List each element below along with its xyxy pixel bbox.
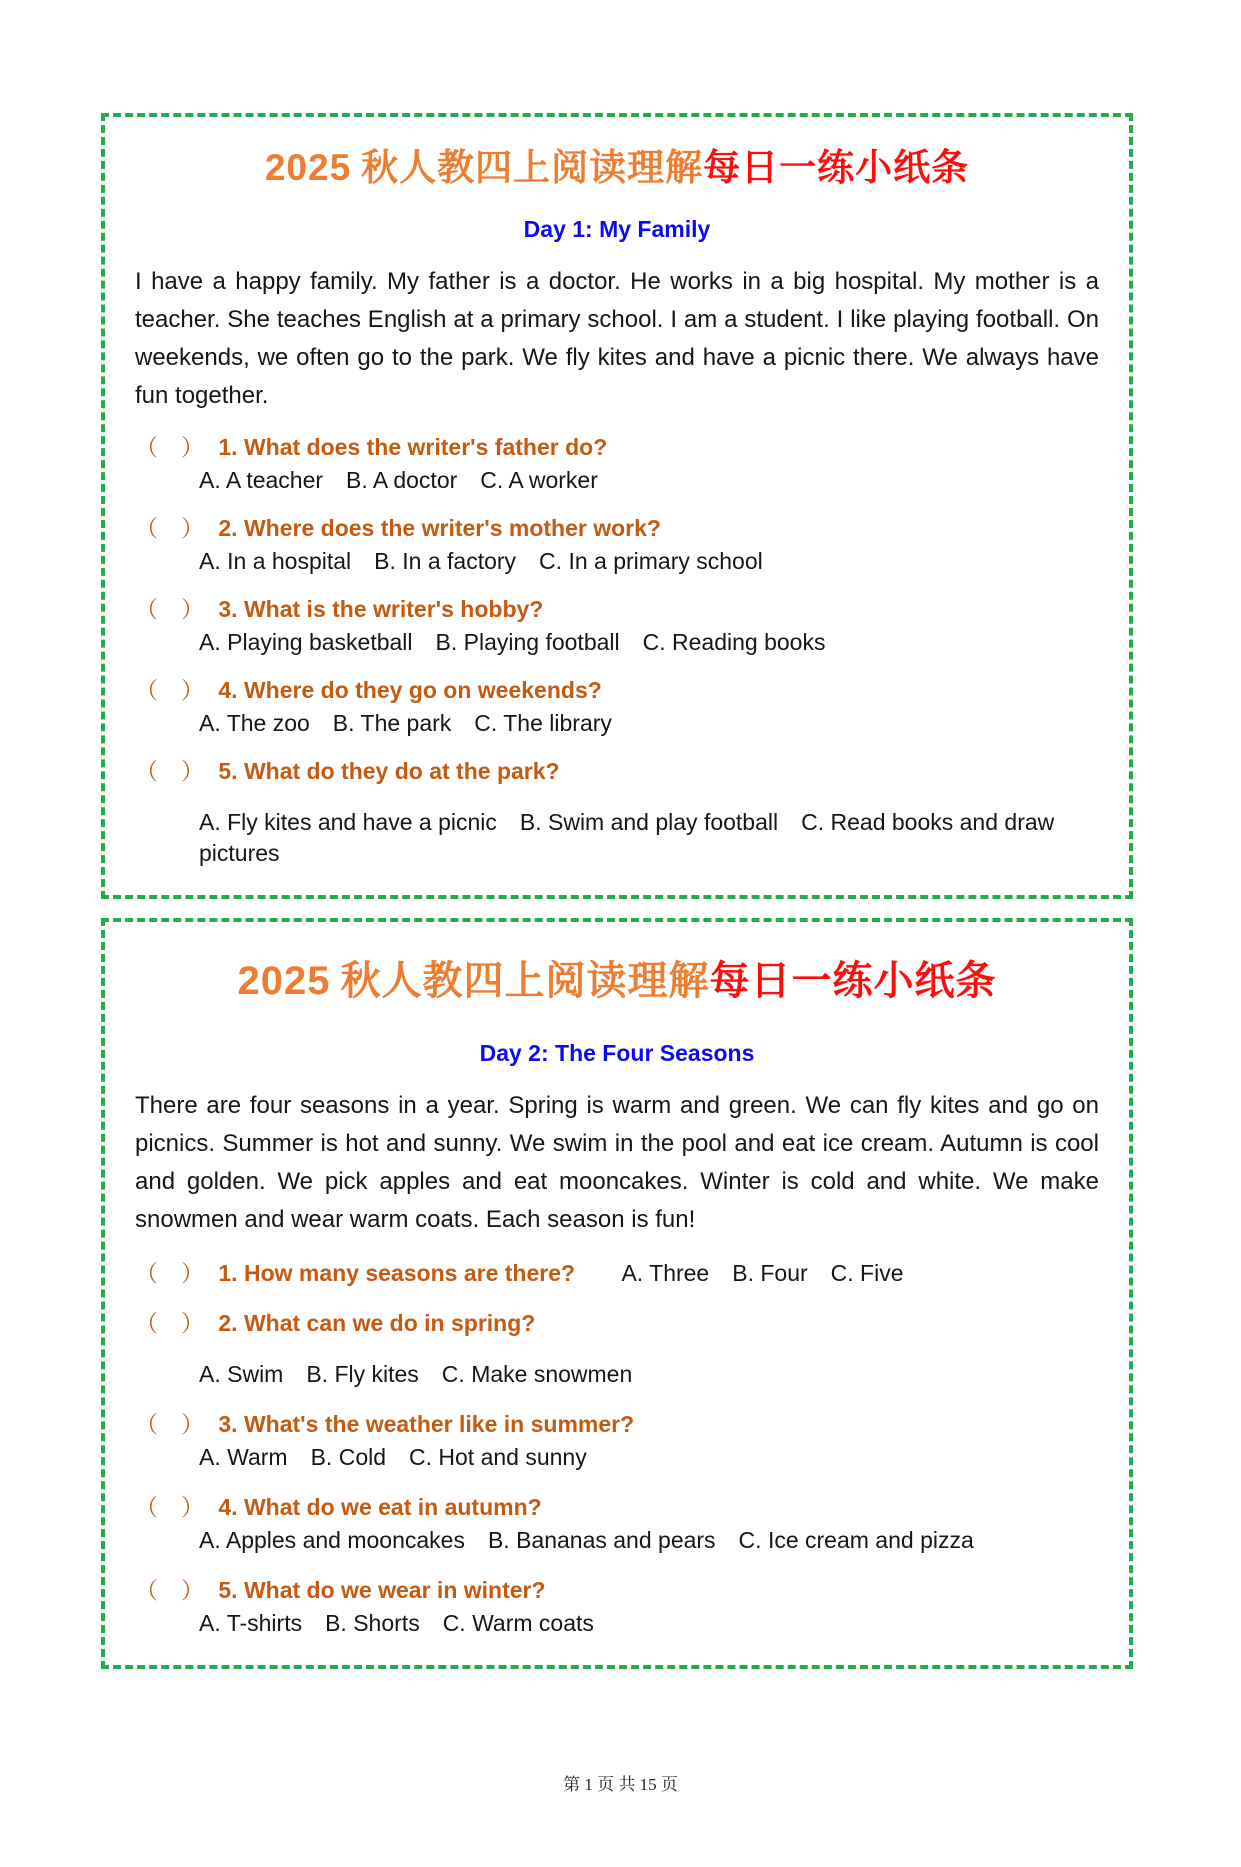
question-text: 1. What does the writer's father do? [218,434,608,461]
question-text: 5. What do they do at the park? [218,758,560,785]
answer-bracket: （ ） [135,596,204,623]
question-text: 3. What's the weather like in summer? [218,1411,635,1438]
question-block-5 [135,1575,1099,1639]
worksheet-title [135,956,1099,1006]
title-cn-red: 每日一练小纸条 [709,958,997,1004]
title-cn-red: 每日一练小纸条 [703,148,970,189]
answer-bracket: （ ） [135,758,204,785]
answer-bracket: （ ） [135,677,204,704]
question-options: A. Swim B. Fly kites C. Make snowmen [199,1361,633,1388]
worksheet-title [135,145,1099,192]
answer-bracket: （ ） [135,1494,204,1521]
worksheet-card-day1 [101,113,1133,899]
question-options: A. Three B. Four C. Five [621,1260,904,1287]
title-cn-orange: 秋人教四上阅读理解 [361,148,704,189]
question-block-4 [135,675,1099,739]
question-text: 2. Where does the writer's mother work? [218,515,661,542]
question-options: A. A teacher B. A doctor C. A worker [199,467,598,494]
answer-bracket: （ ） [135,515,204,542]
question-text: 4. What do we eat in autumn? [218,1494,542,1521]
question-text: 2. What can we do in spring? [218,1310,536,1337]
question-text: 4. Where do they go on weekends? [218,677,602,704]
answer-bracket: （ ） [135,1577,204,1604]
question-block-3 [135,1409,1099,1473]
reading-passage: There are four seasons in a year. Spring is warm and green. We can fly kites and go on picnics. Summer is hot and sunny. We swim in the pool and eat ice cream. Autumn is cool and golden. We pick apples and eat mooncakes. Winter is cold and white. We make snowmen and wear warm coats. Each season is fun! [135,1092,1099,1234]
title-cn-orange: 秋人教四上阅读理解 [340,958,710,1004]
day-subtitle: Day 1: My Family [523,216,711,243]
answer-bracket: （ ） [135,1260,204,1287]
question-block-3 [135,594,1099,658]
title-year: 2025 [264,147,352,188]
day-subtitle: Day 2: The Four Seasons [479,1040,755,1067]
question-text: 3. What is the writer's hobby? [218,596,544,623]
answer-bracket: （ ） [135,1310,204,1337]
question-block-2 [135,513,1099,577]
question-block-4 [135,1492,1099,1556]
question-block-5 [135,756,1099,869]
question-options: A. The zoo B. The park C. The library [199,710,612,737]
question-block-1 [135,432,1099,496]
question-options: A. Apples and mooncakes B. Bananas and pears C. Ice cream and pizza [199,1527,974,1554]
answer-bracket: （ ） [135,1411,204,1438]
question-block-1 [135,1258,1099,1289]
reading-passage: I have a happy family. My father is a doctor. He works in a big hospital. My mother is a teacher. She teaches English at a primary school. I am a student. I like playing football. On weekends, we often go to the park. We fly kites and have a picnic there. We always have fun together. [135,268,1099,410]
question-options: A. Warm B. Cold C. Hot and sunny [199,1444,587,1471]
title-year: 2025 [237,959,331,1004]
question-options: A. Fly kites and have a picnic B. Swim and play football C. Read books and draw pictures [199,809,1055,867]
question-options: A. Playing basketball B. Playing football C. Reading books [199,629,826,656]
question-options: A. T-shirts B. Shorts C. Warm coats [199,1610,594,1637]
worksheet-card-day2 [101,918,1133,1669]
page-footer: 第 1 页 共 15 页 [563,1775,678,1794]
question-block-2 [135,1308,1099,1390]
answer-bracket: （ ） [135,434,204,461]
question-text: 5. What do we wear in winter? [218,1577,546,1604]
question-text: 1. How many seasons are there? [218,1260,576,1287]
question-options: A. In a hospital B. In a factory C. In a primary school [199,548,763,575]
